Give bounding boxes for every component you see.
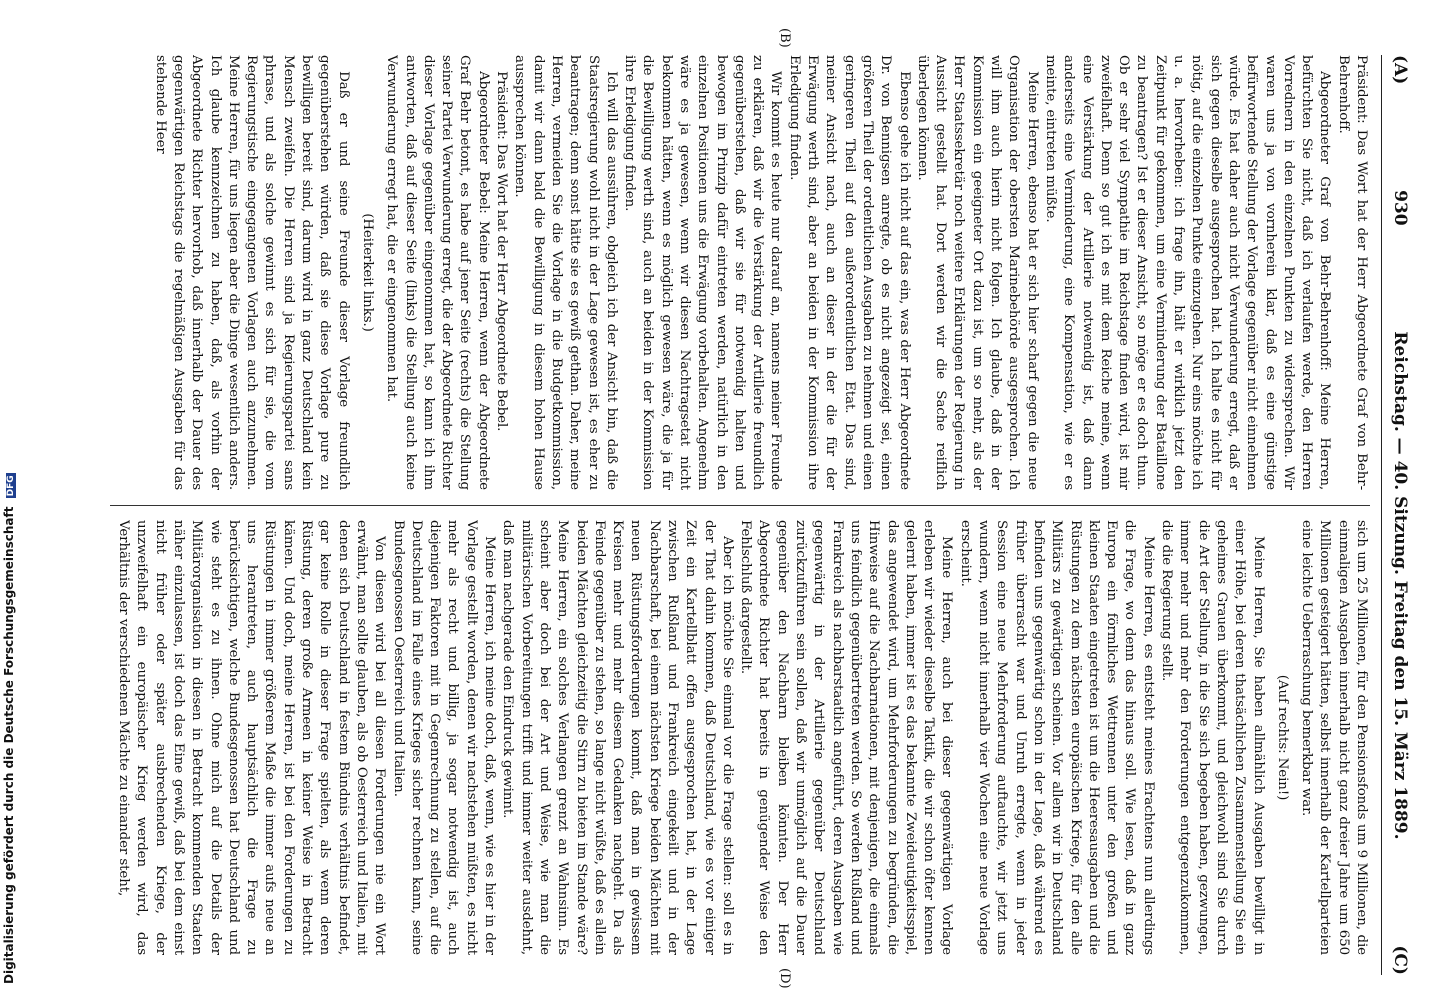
paragraph: Meine Herren, ich meine doch, daß, wenn, wie es hier in der Vorlage gestellt worden, denen wir nachstehen müßten, es nicht mehr als recht und billig, ja sogar notwendig ist, auch diejenigen Faktoren mit in Gegenrechnung zu stellen, auf die Deutschland im Falle eines Krieges sicher rechnen kann, seine Bundesgenossen Oesterreich und Italien. xyxy=(390,520,498,955)
paragraph: Ebenso gehe ich nicht auf das ein, was der Herr Abgeordnete Dr. von Bennigsen anregte, ob es nicht angezeigt sei, einen größeren Theil der ordentlichen Ausgaben zu nehmen und einen geringeren Theil auf den außerordentlichen Etat. Das sind, meiner Ansicht nach, auch an dieser in der die für der Erwägung werth sind, aber an beiden in der Kommission ihre Erledigung finden. xyxy=(786,55,912,490)
paragraph: Präsident: Das Wort hat der Herr Abgeordnete Graf von Behr-Behrenhoff. xyxy=(1335,55,1369,490)
page-header xyxy=(1386,55,1414,975)
paragraph: Präsident: Das Wort hat der Herr Abgeordnete Bebel. xyxy=(494,71,510,432)
interjection: (Heiterkeit links.) xyxy=(359,213,375,332)
paragraph: Abgeordneter Bebel: Meine Herren, wenn der Abgeordnete Graf Behr betont, es habe auf jener Seite (rechts) die Stellung seiner Partei Verwunderung erregt, die der Abgeordnete Richter dieser Vorlage gegenüber eingenommen hat, so kann ich ihm antworten, daß auf dieser Seite (links) die Stellung auch keine Verwunderung erregt hat, die er eingenommen hat. xyxy=(384,55,491,490)
paragraph: Meine Herren, ebenso hat er sich hier scharf gegen die neue Organisation der obersten Marinebehörde ausgesprochen. Ich will ihm auch hierin nicht folgen. Ich glaube, daß in der Kommission ein geeigneter Ort dazu ist, um so mehr, als der Herr Staatssekretär noch weitere Erklärungen der Regierung in Aussicht gestellt hat. Dort werden wir die Sache reiflich überlegen können. xyxy=(914,55,1040,490)
paragraph: sich um 25 Millionen, für den Pensionsfonds um 9 Millionen, die einmaligen Ausgaben innerhalb nicht ganz dreier Jahre um 650 Millionen gesteigert hätten, selbst innerhalb der Kartellparteien eine leichte Ueberraschung bemerkbar war. xyxy=(1299,520,1369,955)
running-title: Reichstag. — 40. Sitzung. Freitag den 15. März 1889. xyxy=(1390,331,1410,840)
paragraph: Aber ich möchte Sie einmal vor die Frage stellen: soll es in der That dahin kommen, daß Deutschland, wie es vor einiger Zeit ein Kartellblatt offen ausgesprochen hat, in der Lage zwischen Rußland und Frankreich eingekeilt und in der Nachbarschaft, bei einem nächsten Kriege beiden Mächten mit neuen Rüstungsforderungen kommt, daß man in gewissem Kreisen mehr und mehr diesem Gedanken nachgeht. Da als Feinde gegenüber zu stehen, so lange nicht wüßte, daß es allein beiden Mächten gleichzeitig die Stirn zu bieten im Stande wäre? Meine Herren, ein solches Verlangen grenzt an Wahnsinn. Es scheint aber doch bei der Art und Weise, wie man die militärischen Vorbereitungen trifft und immer weiter ausdehnt, daß man nachgerade den Eindruck gewinnt. xyxy=(500,520,735,955)
marker-d: (D) xyxy=(777,968,792,989)
paragraph: Meine Herren, Sie haben allmählich Ausgaben bewilligt in einer Höhe, bei deren thatsächlichen Zusammenstellung Sie ein geheimes Grauen überkommt, und gleichwohl sind Sie durch die Art der Stellung, in die Sie sich begeben haben, gezwungen, immer mehr und mehr den Forderungen entgegenzukommen, die die Regierung stellt. xyxy=(1159,520,1266,955)
left-column xyxy=(110,55,1370,490)
digitization-credit xyxy=(2,0,16,984)
column-divider xyxy=(110,505,1370,506)
paragraph: Meine Herren, es entsteht meines Erachtens nun allerdings die Frage, wo denn das hinaus soll. Wie lesen, daß in ganz Europa ein förmliches Wettrennen unter den großen und kleinen Staaten eingetreten ist um die Heeresausgaben und die Rüstungen zu dem nächsten europäischen Kriege, für den alle Militärs zu gewärtigen scheinen. Vor allem wir in Deutschland befinden uns gegenwärtig schon in der Lage, daß während es früher überrascht war und Unruh erregte, wenn in jeder Session eine neue Mehrforderung auftauchte, wir jetzt uns wundern, wenn nicht innerhalb vier Wochen eine neue Vorlage erscheint. xyxy=(957,520,1156,955)
marker-c: (C) xyxy=(1390,945,1410,975)
paragraph: Daß er und seine Freunde dieser Vorlage freundlich gegenüberstehen würden, daß sie diese Vorlage pure zu bewilligen bereit sind, darum wird in ganz Deutschland kein Mensch zweifeln. Die Herren sind ja Regierungspartei sans phrase, und als solche gewinnt es sich für sie, die vom Regierungstische eingegangenen Vorlagen auch anzunehmen. Meine Herren, für uns liegen aber die Dinge wesentlich anders. Ich glaube kennzeichnen zu haben, daß, als vorhin der Abgeordnete Richter hervorhob, daß innerhalb der Dauer des gegenwärtigen Reichstags die regelmäßigen Ausgaben für das stehende Heer xyxy=(152,55,351,490)
dfg-logo: DFG xyxy=(6,475,16,497)
marker-a: (A) xyxy=(1390,55,1410,85)
credit-text: Digitalisierung gefördert durch die Deutsche Forschungsgemeinschaft xyxy=(2,506,16,984)
paragraph: Von diesen wird bei all diesen Forderungen nie ein Wort erwähnt, man sollte glauben, als ob Oesterreich und Italien, mit denen sich Deutschland in festem Bündnis verhältnis befindet, gar keine Rolle in dieser Frage spielten, als wenn deren Rüstung, deren große Armeen in keiner Weise in Betracht kämen. Und doch, meine Herren, ist bei den Forderungen zu Rüstungen in immer größerem Maße die immer aufs neue an uns herantreten, auch hauptsächlich die Frage zu berücksichtigen, welche Bundesgenossen hat Deutschland und wie steht es zu ihnen. Ohne mich auf die Details der Militärorganisation in diesen in Betracht kommenden Staaten näher einzulassen, ist doch das Eine gewiß, daß bei dem einst nicht früher oder später ausbrechenden Kriege, der unzweifelhaft ein europäischer Krieg werden wird, das Verhältnis der verschiedenen Mächte zu einander steht, xyxy=(116,520,388,955)
marker-b: (B) xyxy=(777,28,792,48)
interjection: (Auf rechts: Nein!) xyxy=(1274,674,1290,801)
paragraph: Meine Herren, auch bei dieser gegenwärtigen Vorlage erleben wir wieder dieselbe Taktik, die wir schon öfter kennen gelernt haben, immer ist es das bekannte Zweideutigkeitsspiel, das angewendet wird, um Mehrforderungen zu begründen, die Hinweise auf die Nachbarnationen, mit denjenigen, die einmals uns feindlich gegenübertreten werden. So werden Rußland und Frankreich als nachbarstaatlich angeführt, deren Ausgaben wie gegenwärtig in der Artillerie gegenüber Deutschland zurückzuführen sein sollen, daß wir unmöglich auf die Dauer gegenüber den Nachbarn bleiben könnten. Der Herr Abgeordnete Richter hat bereits in genügender Weise den Fehlschluß dargestellt. xyxy=(738,520,955,955)
paragraph: Abgeordneter Graf von Behr-Behrenhoff: Meine Herren, befürchten Sie nicht, daß ich verlaufen werde, den Herren Vorrednern in den einzelnen Punkten zu widersprechen. Wir waren uns ja von vornherein klar, daß es eine günstige befürwortende Stellung der Vorlage gegenüber nicht einnehmen würde. Es hat daher auch nicht Verwunderung erregt, daß er sich gegen dieselbe ausgesprochen hat. Ich halte es nicht für nötig, auf die einzelnen Punkte einzugehen. Nur eins möchte ich u. a. hervorheben: ich frage ihn, hält er wirklich jetzt den Zeitpunkt für gekommen, um eine Verminderung der Bataillone zu beantragen? Ist er dieser Ansicht, so möge er es doch thun. Ob er sehr viel Sympathie im Reichstage finden wird, ist mir zweifelhaft. Denn so gut ich es mit dem Reiche meine, wenn eine Verstärkung der Artillerie notwendig ist, daß dann anderseits eine Verminderung, eine Kompensation, wie er es meinte, eintreten müßte. xyxy=(1042,55,1333,490)
right-column xyxy=(110,520,1370,955)
page-number: 930 xyxy=(1390,190,1410,226)
paragraph: Ich will das aussühren, obgleich ich der Ansicht bin, daß die Staatsregierung wohl nicht in der Lage gewesen ist, es eher zu beantragen; denn sonst hätte sie es gewiß gethan. Daher, meine Herren, vermeiden Sie die Vorlage in die Budgetkommission, damit wir dann bald die Bewilligung in diesem hohen Hause aussprechen können. xyxy=(512,55,619,490)
header-rule xyxy=(1381,55,1382,975)
rotated-page xyxy=(82,0,1432,1000)
paragraph: Wir kommt es heute nur darauf an, namens meiner Freunde zu erklären, daß wir die Verstärkung der Artillerie freundlich gegenüberstehen, daß wir sie für notwendig halten und bewogen im Prinzip dafür eintreten werden, natürlich in den einzelnen Positionen uns die Erwägung vorbehalten. Angenehm wäre es ja gewesen, wenn wir diesen Nachtragsetat nicht bekommen hätten, wenn es möglich gewesen wäre, die ja für die Bewilligung werth sind, auch an beiden in der Kommission ihre Erledigung finden. xyxy=(622,55,784,490)
